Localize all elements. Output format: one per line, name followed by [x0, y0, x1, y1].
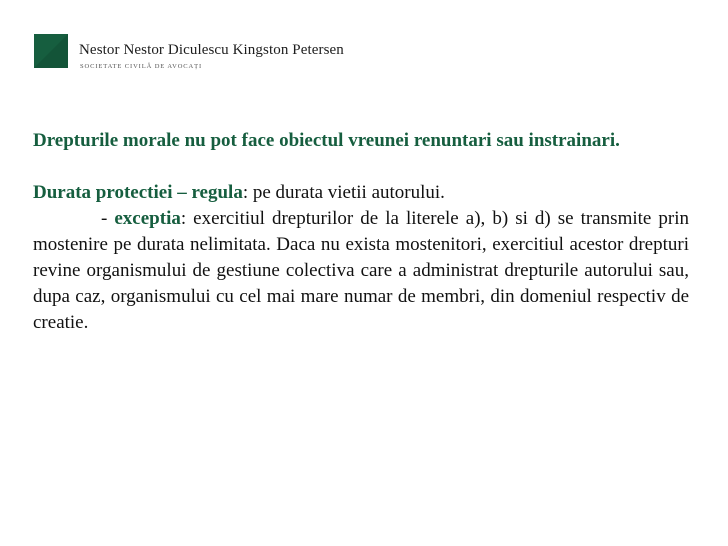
durata-text: : pe durata vietii autorului. [242, 182, 445, 203]
durata-label: Durata protectiei – regula [33, 182, 243, 203]
exceptie-text: : exercitiul drepturilor de la literele a), b) si d) se transmite prin mostenire pe durata nelimitata. Daca nu exista mostenitori, exercitiul acestor drepturi revine organismului de gestiune colectiva care a administrat drepturile autorului sau, dupa caz, organismului cu cel mai mare numar de membri, din domeniul respectiv de creatie. [33, 208, 689, 333]
exceptie-label: exceptia [114, 208, 181, 229]
slide-body [33, 128, 689, 336]
exceptie-paragraph [33, 206, 689, 336]
exceptie-dash: - [101, 208, 115, 229]
firm-subtitle: SOCIETATE CIVILĂ DE AVOCAȚI [80, 63, 203, 70]
firm-name: Nestor Nestor Diculescu Kingston Petersen [79, 42, 344, 58]
durata-paragraph [33, 180, 689, 206]
firm-logo-icon [34, 34, 68, 68]
slide-heading: Drepturile morale nu pot face obiectul vreunei renuntari sau instrainari. [33, 130, 620, 151]
